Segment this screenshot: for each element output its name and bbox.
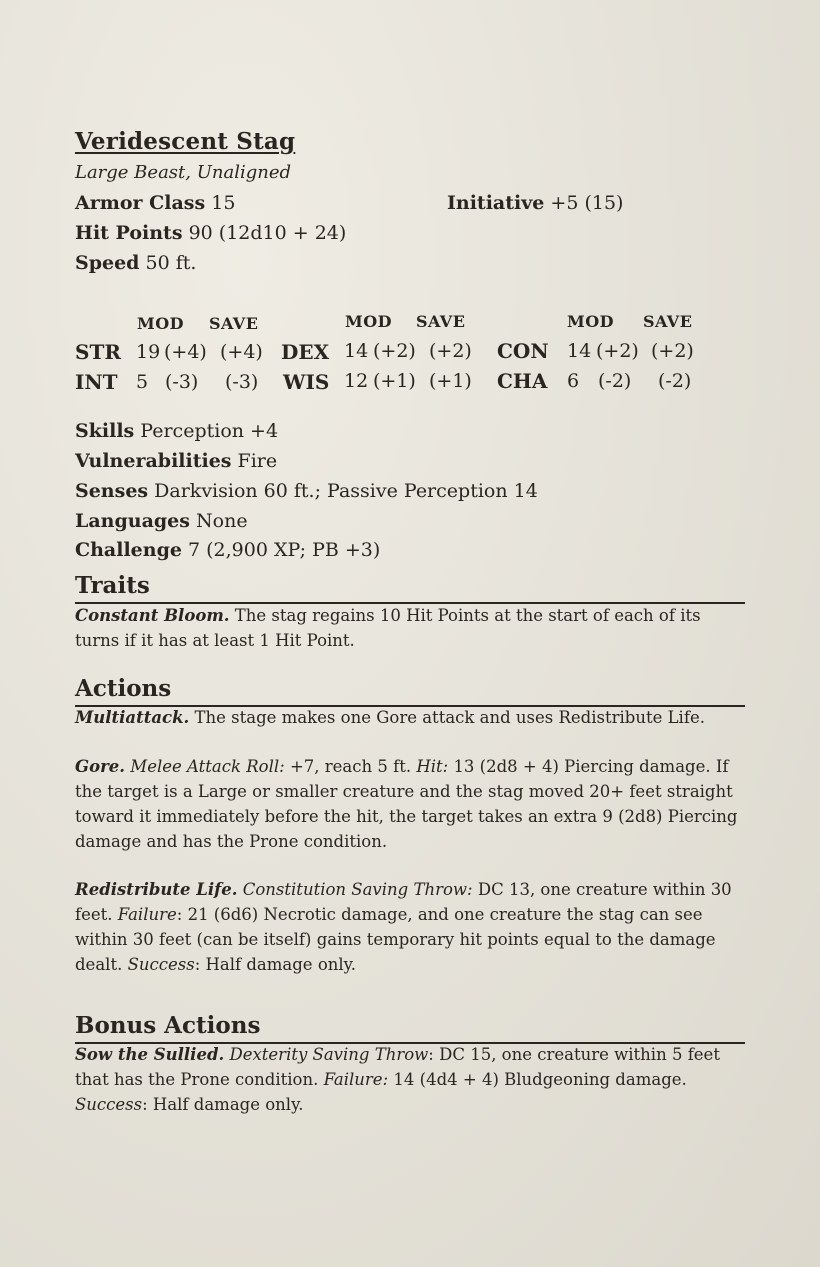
ability-save-int: (-3) [225, 371, 259, 393]
success-label: Success [127, 955, 195, 974]
armor-class-label: Armor Class [75, 192, 206, 214]
ability-score-str: 19 [136, 341, 161, 363]
action-redistribute-life [75, 877, 745, 977]
ability-mod-str: (+4) [164, 341, 207, 363]
ability-save-dex: (+2) [429, 340, 472, 362]
senses-label: Senses [75, 480, 149, 502]
mod-header: MOD [567, 312, 615, 331]
ability-score-con: 14 [567, 340, 592, 362]
ability-save-wis: (+1) [429, 370, 472, 392]
ability-score-dex: 14 [344, 340, 369, 362]
vulnerabilities-line [75, 450, 277, 472]
initiative-label: Initiative [447, 192, 545, 214]
senses-line [75, 480, 538, 502]
failure-label: Failure: [323, 1070, 389, 1089]
skills-line [75, 420, 278, 442]
ability-score-int: 5 [136, 371, 149, 393]
save-header: SAVE [416, 312, 466, 331]
ability-name-wis: WIS [283, 370, 330, 394]
bonus-action-sow-the-sullied [75, 1042, 745, 1117]
challenge-value: 7 (2,900 XP; PB +3) [188, 539, 381, 561]
ability-mod-cha: (-2) [598, 370, 632, 392]
ability-name-cha: CHA [497, 369, 548, 393]
actions-heading: Actions [75, 675, 172, 702]
action-name: Sow the Sullied. [75, 1045, 225, 1064]
creature-name: Veridescent Stag [75, 128, 296, 155]
attack-roll-label: Melee Attack Roll: [130, 757, 285, 776]
challenge-line [75, 539, 380, 561]
ability-name-dex: DEX [281, 340, 330, 364]
saving-throw-text: : DC 15, one creature within 5 feet that has the Prone condition. [75, 1045, 720, 1089]
ability-mod-wis: (+1) [373, 370, 416, 392]
action-multiattack [75, 705, 745, 730]
traits-heading: Traits [75, 572, 150, 599]
ability-save-str: (+4) [220, 341, 263, 363]
languages-value: None [196, 510, 248, 532]
hit-label: Hit: [416, 757, 449, 776]
bonus-actions-heading: Bonus Actions [75, 1012, 261, 1039]
mod-header: MOD [345, 312, 393, 331]
initiative-line [447, 192, 623, 214]
trait-name: Constant Bloom. [75, 606, 230, 625]
save-header: SAVE [209, 314, 259, 333]
failure-text: : 21 (6d6) Necrotic damage, and one creature the stag can see within 30 feet (can be itself) gains temporary hit points equal to the damage dealt. [75, 905, 716, 974]
speed-label: Speed [75, 252, 140, 274]
success-label: Success [75, 1095, 143, 1114]
skills-value: Perception +4 [140, 420, 279, 442]
saving-throw-text: DC 13, one creature within 30 feet. [75, 880, 732, 924]
trait-constant-bloom [75, 603, 745, 653]
hit-points-line [75, 222, 346, 244]
saving-throw-label: Dexterity Saving Throw [229, 1045, 429, 1064]
action-gore [75, 754, 745, 854]
ability-name-con: CON [497, 339, 549, 363]
speed-line [75, 252, 196, 274]
ability-mod-con: (+2) [596, 340, 639, 362]
creature-type-line: Large Beast, Unaligned [75, 162, 292, 183]
attack-roll-text: +7, reach 5 ft. [289, 757, 412, 776]
ability-save-cha: (-2) [658, 370, 692, 392]
action-name: Redistribute Life. [75, 880, 238, 899]
challenge-label: Challenge [75, 539, 182, 561]
ability-mod-int: (-3) [165, 371, 199, 393]
hit-text: 13 (2d8 + 4) Piercing damage. If the target is a Large or smaller creature and the stag moved 20+ feet straight toward it immediately before the hit, the target takes an extra 9 (2d8) Piercing damage and has the Prone condition. [75, 757, 738, 851]
success-text: : Half damage only. [194, 955, 357, 974]
vulnerabilities-value: Fire [237, 450, 278, 472]
action-name: Multiattack. [75, 708, 190, 727]
armor-class-line [75, 192, 235, 214]
hit-points-label: Hit Points [75, 222, 183, 244]
skills-label: Skills [75, 420, 135, 442]
failure-label: Failure [117, 905, 177, 924]
vulnerabilities-label: Vulnerabilities [75, 450, 232, 472]
languages-label: Languages [75, 510, 190, 532]
ability-name-str: STR [75, 340, 121, 364]
ability-mod-dex: (+2) [373, 340, 416, 362]
trait-text: The stag regains 10 Hit Points at the start of each of its turns if it has at least 1 Hit Point. [75, 606, 701, 650]
armor-class-value: 15 [211, 192, 236, 214]
success-text: : Half damage only. [142, 1095, 304, 1114]
hit-points-value: 90 (12d10 + 24) [188, 222, 347, 244]
mod-header: MOD [137, 314, 185, 333]
initiative-value: +5 (15) [550, 192, 624, 214]
ability-score-wis: 12 [344, 370, 369, 392]
speed-value: 50 ft. [145, 252, 197, 274]
save-header: SAVE [643, 312, 693, 331]
ability-score-cha: 6 [567, 370, 580, 392]
ability-save-con: (+2) [651, 340, 694, 362]
languages-line [75, 510, 248, 532]
action-name: Gore. [75, 757, 126, 776]
ability-name-int: INT [75, 370, 118, 394]
failure-text: 14 (4d4 + 4) Bludgeoning damage. [393, 1070, 687, 1089]
action-text: The stage makes one Gore attack and uses Redistribute Life. [194, 708, 705, 727]
senses-value: Darkvision 60 ft.; Passive Perception 14 [154, 480, 538, 502]
saving-throw-label: Constitution Saving Throw: [242, 880, 473, 899]
